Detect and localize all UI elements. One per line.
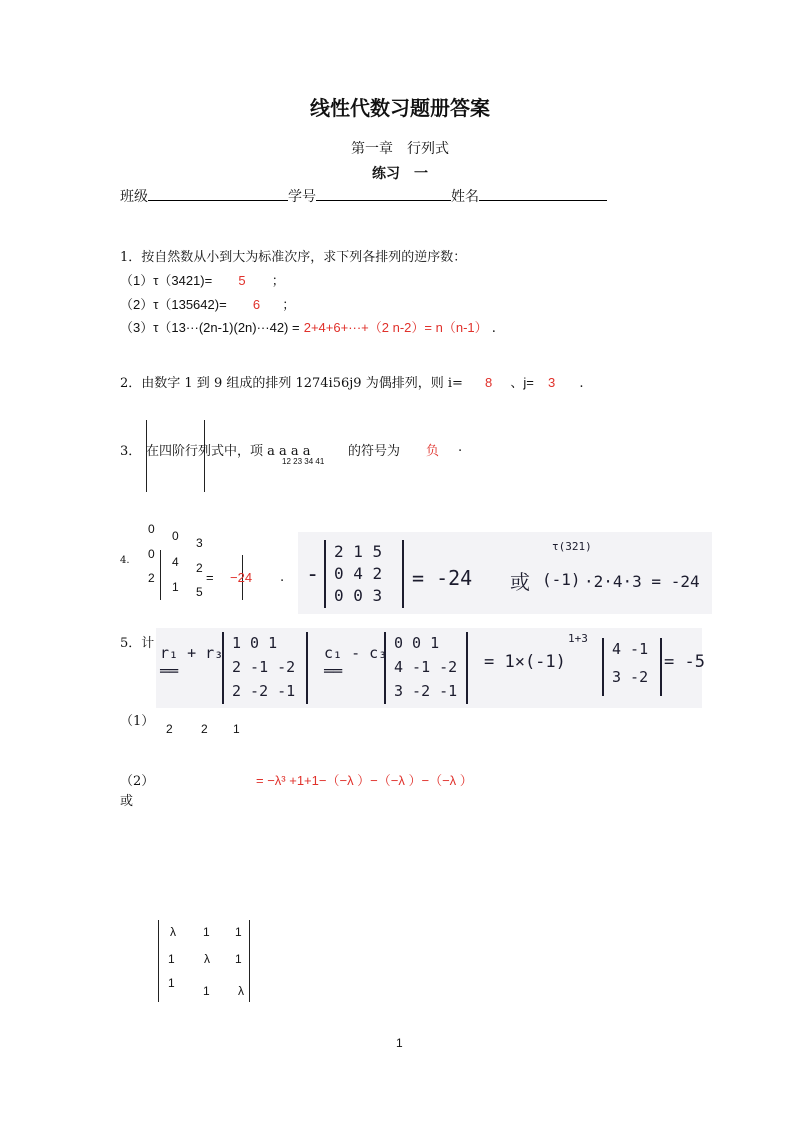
hw-alt: (-1) [542,570,581,589]
q4-entry: 5 [196,585,203,599]
id-label: 学号 [288,189,316,205]
lambda-entry: λ [238,984,244,998]
hw-or: 或 [510,570,530,594]
hw-m1-row: 2 -1 -2 [232,658,296,676]
q1-part1 [120,270,285,289]
lambda-entry: 1 [168,976,175,990]
q5-part1-label: （1） [120,714,155,729]
q1-p2-label: （2）τ（135642)= [120,297,227,312]
q4-entry: 3 [196,536,203,550]
q3-stem: 在四阶行列式中，项 a a a a [146,444,311,459]
q2-stem: 2．由数字 1 到 9 组成的排列 1274i56j9 为偶排列，则 i= [120,376,463,391]
q4-handwritten-solution [298,532,712,614]
hw-bar [384,632,386,704]
hw-m2-row: 4 -1 -2 [394,658,458,676]
hw-bar [402,540,404,608]
q5-fragment: 2 [166,722,173,736]
hw-neg: - [306,562,320,587]
lambda-bar-right [249,920,250,1002]
lambda-entry: 1 [168,952,175,966]
hw-m2-row: 0 0 1 [394,634,440,652]
q2-mid: 、j= [510,375,534,390]
q3-answer: 负 [426,444,440,459]
q2-i-answer: 8 [485,375,493,390]
q4-entry: 2 [148,571,155,585]
q4-number: 4. [120,555,130,566]
q2-end: . [579,376,584,391]
q1-p2-end: ； [282,298,296,313]
hw-op2: c₁ - c₃ [324,644,388,662]
q4-answer: −24 [230,570,253,585]
class-blank [148,188,288,201]
q1-stem: 1．按自然数从小到大为标准次序，求下列各排列的逆序数： [120,250,467,265]
hw-row: 0 4 2 [334,564,383,583]
hw-m3-row: 4 -1 [612,640,649,658]
q4-entry: 1 [172,580,179,594]
lambda-entry: λ [170,925,176,939]
hw-alt-sup: τ(321) [552,540,592,553]
q1-p2-answer: 6 [252,297,261,312]
q5-part2-answer: = −λ³ +1+1−（−λ ）−（−λ ）−（−λ ） [256,773,473,788]
q4-end: . [280,570,285,585]
exercise-heading: 练习 一 [372,166,428,182]
hw-mid: = 1×(-1) [484,652,566,672]
hw-bar [306,632,308,704]
lambda-entry: 1 [235,952,242,966]
q1-p1-label: （1）τ（3421)= [120,273,213,288]
q5-fragment: 1 [233,722,240,736]
q4-equals: = [206,570,214,585]
hw-result: = -5 [664,652,705,672]
page-number: 1 [396,1036,403,1050]
hw-m3-row: 3 -2 [612,668,649,686]
q5-or: 或 [120,794,134,809]
q4-entry: 0 [148,522,155,536]
lambda-entry: 1 [203,984,210,998]
q5-handwritten-solution: r₁ + r₃ ══ 1 0 1 2 -1 -2 2 -2 -1 c₁ - c₃ ══ 0 0 1 4 -1 -2 3 -2 -1 = 1×(-1) 1+3 4 -1 3 -2 = -5 [156,628,702,708]
q4-bar-left [160,550,161,600]
q1-p1-end: ； [271,274,285,289]
q4-entry: 4 [172,555,179,569]
name-blank [479,188,607,201]
q1-part2 [120,294,295,313]
hw-row: 2 1 5 [334,542,383,561]
lambda-bar-left [158,920,159,1002]
q1-p1-answer: 5 [238,273,246,288]
hw-m1-row: 2 -2 -1 [232,682,296,700]
lambda-entry: λ [204,952,210,966]
q1-p3-label: （3）τ（13···(2n-1)(2n)···42) = [120,320,300,335]
hw-bar [324,540,326,608]
q3-tail: 的符号为 [348,444,401,459]
hw-alt-tail: ·2·4·3 = -24 [584,572,700,591]
page-title: 线性代数习题册答案 [310,96,490,120]
q1-p3-answer: 2+4+6+···+（2 n-2）= n（n-1） [303,320,488,335]
lambda-entry: 1 [203,925,210,939]
q1-part3 [120,317,496,336]
id-blank [316,188,451,201]
chapter-heading: 第一章 行列式 [351,141,449,157]
hw-m1-row: 1 0 1 [232,634,278,652]
q5-part2-label: （2） [120,774,155,789]
q5-number: 5．计 [120,636,155,651]
class-label: 班级 [120,189,148,205]
q2-line [120,372,584,391]
hw-bar [660,638,662,696]
q4-entry: 0 [148,547,155,561]
hw-bar [602,638,604,696]
student-info-line [120,186,607,206]
q1-p3-end: . [491,321,496,336]
q4-entry: 2 [196,561,203,575]
lambda-entry: 1 [235,925,242,939]
q3-end: . [458,440,463,455]
hw-result: = -24 [412,566,473,590]
q3-subscripts: 12 23 34 41 [282,457,325,466]
q5-fragment: 2 [201,722,208,736]
q4-entry: 0 [172,529,179,543]
hw-m2-row: 3 -2 -1 [394,682,458,700]
name-label: 姓名 [451,189,479,205]
q3-number: 3． [120,444,142,459]
hw-op1: r₁ + r₃ [160,644,224,662]
q2-j-answer: 3 [548,375,556,390]
hw-bar [222,632,224,704]
hw-row: 0 0 3 [334,586,383,605]
hw-mid-sup: 1+3 [568,632,588,645]
hw-bar [466,632,468,704]
